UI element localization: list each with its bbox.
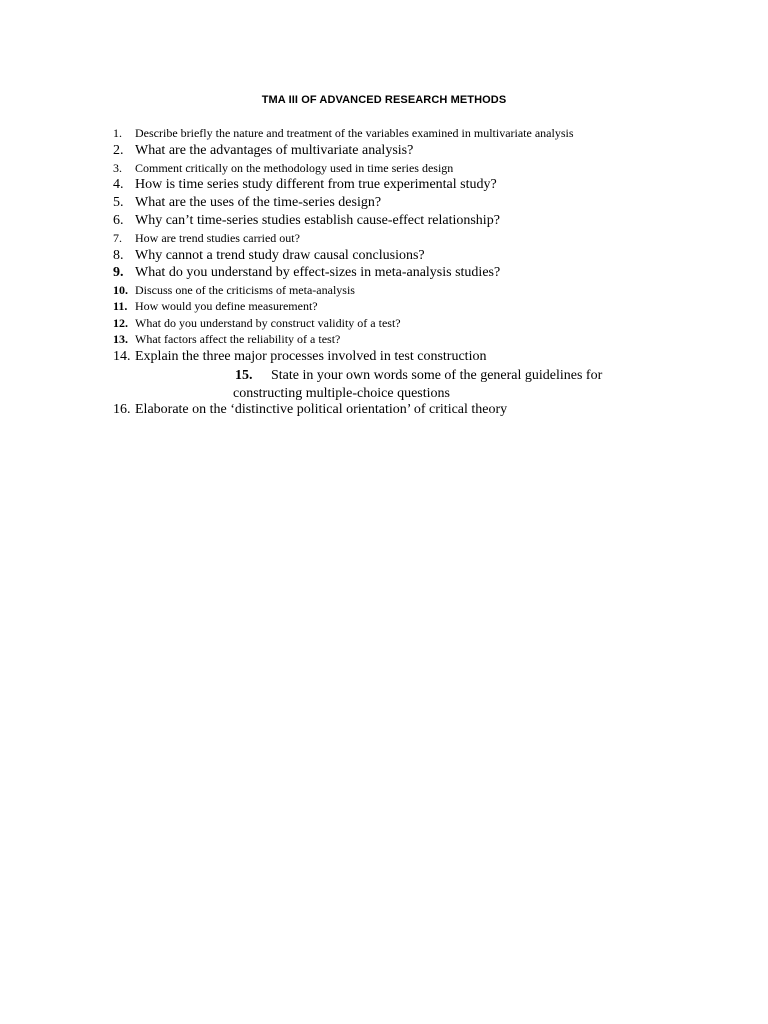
question-text: Why can’t time-series studies establish cause-effect relationship? bbox=[135, 213, 500, 228]
question-number: 16. bbox=[113, 402, 131, 417]
question-text: Describe briefly the nature and treatment of the variables examined in multivariate analysis bbox=[135, 126, 574, 140]
question-number: 5. bbox=[113, 195, 124, 210]
question-number: 14. bbox=[113, 349, 131, 364]
question-number: 15. bbox=[235, 368, 253, 383]
question-number: 3. bbox=[113, 161, 122, 175]
question-number: 6. bbox=[113, 213, 124, 228]
question-15-line-2: constructing multiple-choice questions bbox=[233, 386, 450, 401]
question-8 bbox=[113, 249, 425, 263]
question-text: Why cannot a trend study draw causal conclusions? bbox=[135, 248, 425, 263]
question-text: What are the advantages of multivariate analysis? bbox=[135, 143, 414, 158]
question-text: What do you understand by construct validity of a test? bbox=[135, 316, 401, 330]
question-text: What are the uses of the time-series design? bbox=[135, 195, 382, 210]
question-number: 4. bbox=[113, 177, 124, 192]
question-text: How are trend studies carried out? bbox=[135, 231, 300, 245]
question-text: What factors affect the reliability of a test? bbox=[135, 332, 341, 346]
question-number: 10. bbox=[113, 283, 128, 297]
question-11 bbox=[113, 300, 318, 312]
question-14 bbox=[113, 350, 486, 364]
question-text: What do you understand by effect-sizes in meta-analysis studies? bbox=[135, 265, 501, 280]
question-2 bbox=[113, 144, 413, 158]
question-1 bbox=[113, 127, 574, 139]
question-3 bbox=[113, 162, 453, 174]
question-number: 11. bbox=[113, 299, 128, 313]
question-15-line-1 bbox=[233, 367, 602, 385]
question-number: 8. bbox=[113, 248, 124, 263]
question-number: 12. bbox=[113, 316, 128, 330]
question-13 bbox=[113, 333, 340, 345]
question-6 bbox=[113, 214, 500, 228]
question-text: State in your own words some of the general guidelines for bbox=[271, 368, 603, 383]
question-10 bbox=[113, 284, 355, 296]
document-title: TMA III OF ADVANCED RESEARCH METHODS bbox=[261, 94, 507, 106]
question-text: Comment critically on the methodology used in time series design bbox=[135, 161, 454, 175]
question-number: 1. bbox=[113, 126, 122, 140]
question-text: How would you define measurement? bbox=[135, 299, 318, 313]
question-7 bbox=[113, 232, 300, 244]
question-9 bbox=[113, 266, 500, 280]
question-text: Elaborate on the ‘distinctive political orientation’ of critical theory bbox=[135, 402, 508, 417]
question-text: How is time series study different from true experimental study? bbox=[135, 177, 497, 192]
question-number: 7. bbox=[113, 231, 122, 245]
question-4 bbox=[113, 178, 497, 192]
question-15 bbox=[233, 367, 602, 403]
question-text: Discuss one of the criticisms of meta-analysis bbox=[135, 283, 355, 297]
question-12 bbox=[113, 317, 401, 329]
question-number: 2. bbox=[113, 143, 124, 158]
question-16 bbox=[113, 403, 507, 417]
question-5 bbox=[113, 196, 381, 210]
question-number: 9. bbox=[113, 265, 124, 280]
question-text: Explain the three major processes involved in test construction bbox=[135, 349, 487, 364]
question-number: 13. bbox=[113, 332, 128, 346]
